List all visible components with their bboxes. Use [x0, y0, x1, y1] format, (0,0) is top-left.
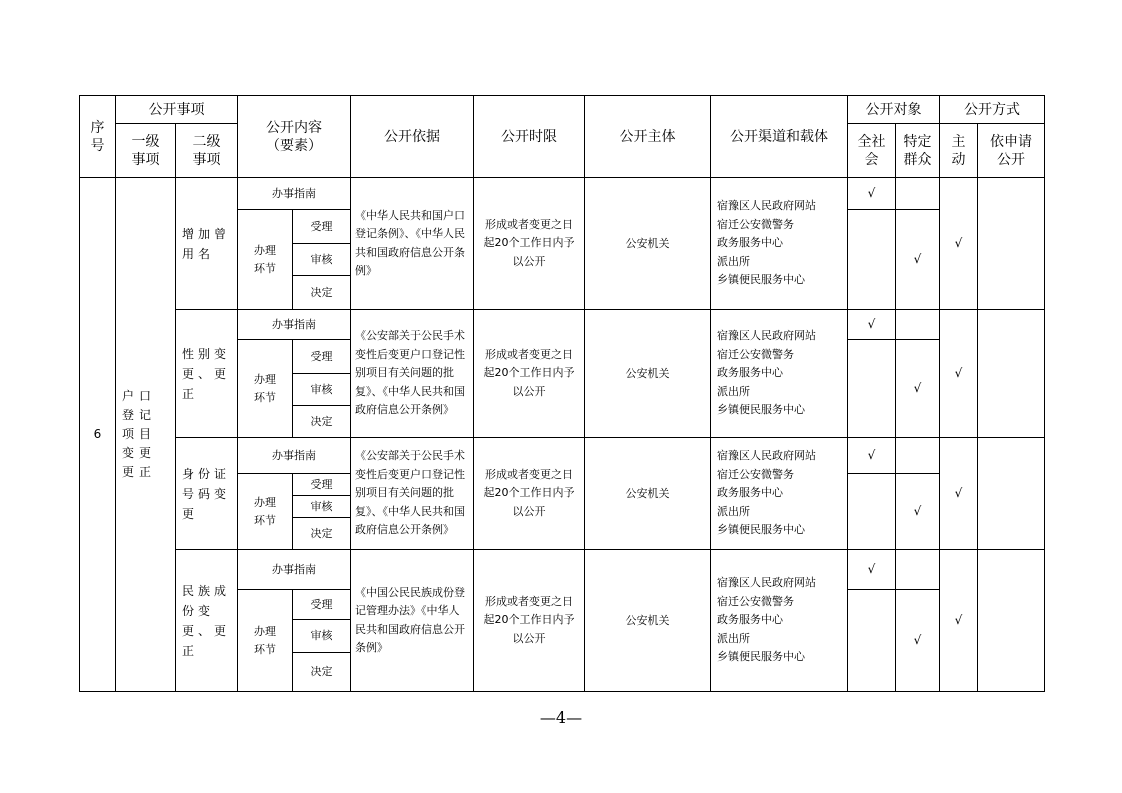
header-items: 公开事项: [116, 96, 238, 124]
channel-item: 政务服务中心: [717, 486, 783, 500]
header-mode: 公开方式: [940, 96, 1045, 124]
empty-cell: [978, 550, 1045, 692]
time-limit-cell: 形成或者变更之日起20个工作日内予以公开: [474, 550, 585, 692]
empty-cell: [848, 340, 896, 438]
header-basis: 公开依据: [351, 96, 474, 178]
header-time-limit: 公开时限: [474, 96, 585, 178]
check-mark-all: √: [848, 178, 896, 210]
process-cell: 办理环节: [238, 340, 293, 438]
empty-cell: [896, 178, 940, 210]
subject-cell: 公安机关: [585, 178, 711, 310]
table-row: [80, 178, 1045, 210]
channel-item: 乡镇便民服务中心: [717, 650, 805, 664]
channel-item: 宿豫区人民政府网站: [717, 576, 816, 590]
step-cell: 决定: [293, 276, 351, 310]
empty-cell: [848, 590, 896, 692]
check-mark-all: √: [848, 438, 896, 474]
process-cell: 办理环节: [238, 590, 293, 692]
guide-cell: 办事指南: [238, 178, 351, 210]
header-level1: 一级事项: [116, 124, 176, 178]
channel-item: 派出所: [717, 384, 750, 398]
check-mark-specific: √: [896, 340, 940, 438]
step-cell: 受理: [293, 474, 351, 496]
channel-item: 乡镇便民服务中心: [717, 273, 805, 287]
check-mark-all: √: [848, 310, 896, 340]
header-target-all: 全社会: [848, 124, 896, 178]
header-subject: 公开主体: [585, 96, 711, 178]
time-limit-cell: 形成或者变更之日起20个工作日内予以公开: [474, 178, 585, 310]
basis-cell: 《公安部关于公民手术变性后变更户口登记性别项目有关问题的批复》、《中华人民共和国政府信息公开条例》: [351, 310, 474, 438]
header-target-specific: 特定群众: [896, 124, 940, 178]
header-mode-request: 依申请公开: [978, 124, 1045, 178]
check-mark-active: √: [940, 550, 978, 692]
header-row: [80, 96, 1045, 124]
check-mark-active: √: [940, 310, 978, 438]
level2-item: 民族成份变更、更正: [176, 550, 238, 692]
step-cell: 受理: [293, 340, 351, 374]
level2-item: 增加曾用名: [176, 178, 238, 310]
check-mark-active: √: [940, 438, 978, 550]
step-cell: 审核: [293, 496, 351, 518]
guide-cell: 办事指南: [238, 310, 351, 340]
check-mark-all: √: [848, 550, 896, 590]
header-seq: 序号: [80, 96, 116, 178]
channel-item: 乡镇便民服务中心: [717, 523, 805, 537]
level2-item: 身份证号码变更: [176, 438, 238, 550]
channel-item: 政务服务中心: [717, 236, 783, 250]
process-cell: 办理环节: [238, 474, 293, 550]
channel-item: 宿迁公安微警务: [717, 594, 794, 608]
channel-item: 政务服务中心: [717, 366, 783, 380]
subject-cell: 公安机关: [585, 438, 711, 550]
check-mark-active: √: [940, 178, 978, 310]
check-mark-specific: √: [896, 590, 940, 692]
disclosure-table-container: [79, 95, 1045, 692]
channel-item: 乡镇便民服务中心: [717, 403, 805, 417]
empty-cell: [978, 310, 1045, 438]
empty-cell: [896, 310, 940, 340]
level2-item: 性别变更、更正: [176, 310, 238, 438]
step-cell: 审核: [293, 620, 351, 653]
basis-cell: 《中华人民共和国户口登记条例》、《中华人民共和国政府信息公开条例》: [351, 178, 474, 310]
channel-item: 派出所: [717, 254, 750, 268]
subject-cell: 公安机关: [585, 310, 711, 438]
channel-cell: [711, 310, 848, 438]
empty-cell: [978, 178, 1045, 310]
header-channel: 公开渠道和载体: [711, 96, 848, 178]
time-limit-cell: 形成或者变更之日起20个工作日内予以公开: [474, 438, 585, 550]
guide-cell: 办事指南: [238, 438, 351, 474]
page-number: —4—: [539, 708, 583, 727]
step-cell: 受理: [293, 590, 351, 620]
empty-cell: [896, 550, 940, 590]
channel-cell: [711, 178, 848, 310]
header-level2: 二级事项: [176, 124, 238, 178]
header-mode-active: 主动: [940, 124, 978, 178]
table-row: [80, 310, 1045, 340]
header-content: 公开内容（要素）: [238, 96, 351, 178]
channel-item: 宿豫区人民政府网站: [717, 199, 816, 213]
process-cell: 办理环节: [238, 210, 293, 310]
channel-item: 派出所: [717, 504, 750, 518]
empty-cell: [896, 438, 940, 474]
table-row: [80, 550, 1045, 590]
step-cell: 受理: [293, 210, 351, 244]
empty-cell: [848, 474, 896, 550]
step-cell: 决定: [293, 518, 351, 550]
channel-item: 宿迁公安微警务: [717, 347, 794, 361]
time-limit-cell: 形成或者变更之日起20个工作日内予以公开: [474, 310, 585, 438]
channel-cell: [711, 438, 848, 550]
channel-cell: [711, 550, 848, 692]
step-cell: 决定: [293, 653, 351, 692]
channel-item: 宿豫区人民政府网站: [717, 449, 816, 463]
channel-item: 宿迁公安微警务: [717, 467, 794, 481]
seq-cell: 6: [80, 178, 116, 692]
guide-cell: 办事指南: [238, 550, 351, 590]
channel-item: 政务服务中心: [717, 613, 783, 627]
header-target: 公开对象: [848, 96, 940, 124]
channel-item: 派出所: [717, 631, 750, 645]
disclosure-table: [79, 95, 1045, 692]
basis-cell: 《中国公民民族成份登记管理办法》《中华人民共和国政府信息公开条例》: [351, 550, 474, 692]
empty-cell: [978, 438, 1045, 550]
channel-item: 宿迁公安微警务: [717, 217, 794, 231]
subject-cell: 公安机关: [585, 550, 711, 692]
level1-item: 户口登记项目变更更正: [116, 178, 176, 692]
step-cell: 决定: [293, 406, 351, 438]
channel-item: 宿豫区人民政府网站: [717, 329, 816, 343]
empty-cell: [848, 210, 896, 310]
basis-cell: 《公安部关于公民手术变性后变更户口登记性别项目有关问题的批复》、《中华人民共和国政府信息公开条例》: [351, 438, 474, 550]
check-mark-specific: √: [896, 210, 940, 310]
step-cell: 审核: [293, 374, 351, 406]
check-mark-specific: √: [896, 474, 940, 550]
table-row: [80, 438, 1045, 474]
step-cell: 审核: [293, 244, 351, 276]
